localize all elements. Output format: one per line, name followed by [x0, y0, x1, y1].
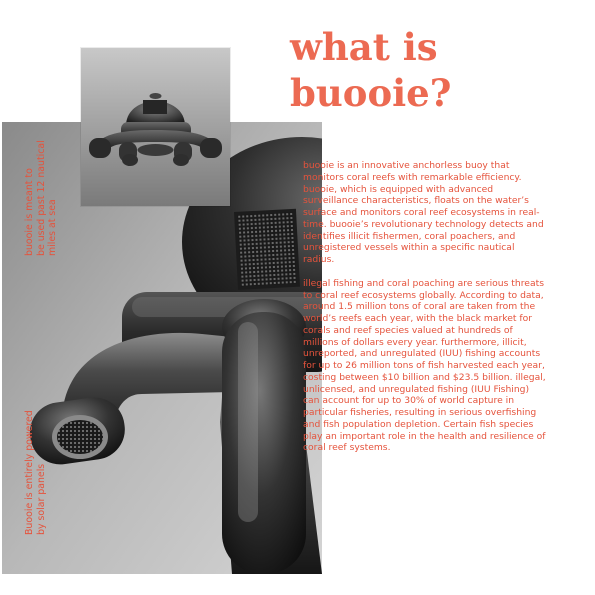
side-note-solar — [24, 410, 47, 535]
side-note-range — [24, 140, 59, 256]
side-note-solar-line-2: by solar panels — [35, 463, 47, 535]
side-note-range-line-3: miles at sea — [47, 199, 58, 256]
body-paragraph-threats: illegal fishing and coral poaching are serious threats to coral reef ecosystems globally. According to data, around 1.5 million tons of coral are taken from the world’s reefs each year, with the black market for corals and reef species valued at hundreds of millions of dollars every year. furthermore, illicit, unreported, and unregulated (IUU) fishing accounts for up to 26 million tons of fish harvested each year, costing between $10 billion and $23.5 billion. illegal, unlicensed, and unregulated fishing (IUU Fishing) can account for up to 30% of world capture in particular fisheries, resulting in serious overfishing and fish population depletion. Certain fish species play an important role in the health and resilience of coral reef systems. — [303, 277, 546, 454]
title-line-2: buooie? — [290, 71, 452, 115]
body-paragraph-intro: buooie is an innovative anchorless buoy that monitors coral reefs with remarkable efficiency. buooie, which is equipped with advanced surveillance characteristics, floats on the water’s surface and monitors coral reef ecosystems in real-time. buooie’s revolutionary technology detects and identifies illicit fishermen, coral poachers, and unregistered vessels within a specific nautical radius. — [303, 160, 544, 265]
page-title — [290, 24, 451, 116]
side-note-range-line-1: buooie is meant to — [24, 168, 35, 256]
buoy-overview-render — [81, 48, 230, 206]
side-note-solar-line-1: Buooie is entirely powered — [24, 410, 35, 535]
article-body — [303, 160, 547, 466]
title-line-1: what is — [290, 25, 438, 69]
side-note-range-line-2: be used past 12 nautical — [35, 140, 47, 256]
